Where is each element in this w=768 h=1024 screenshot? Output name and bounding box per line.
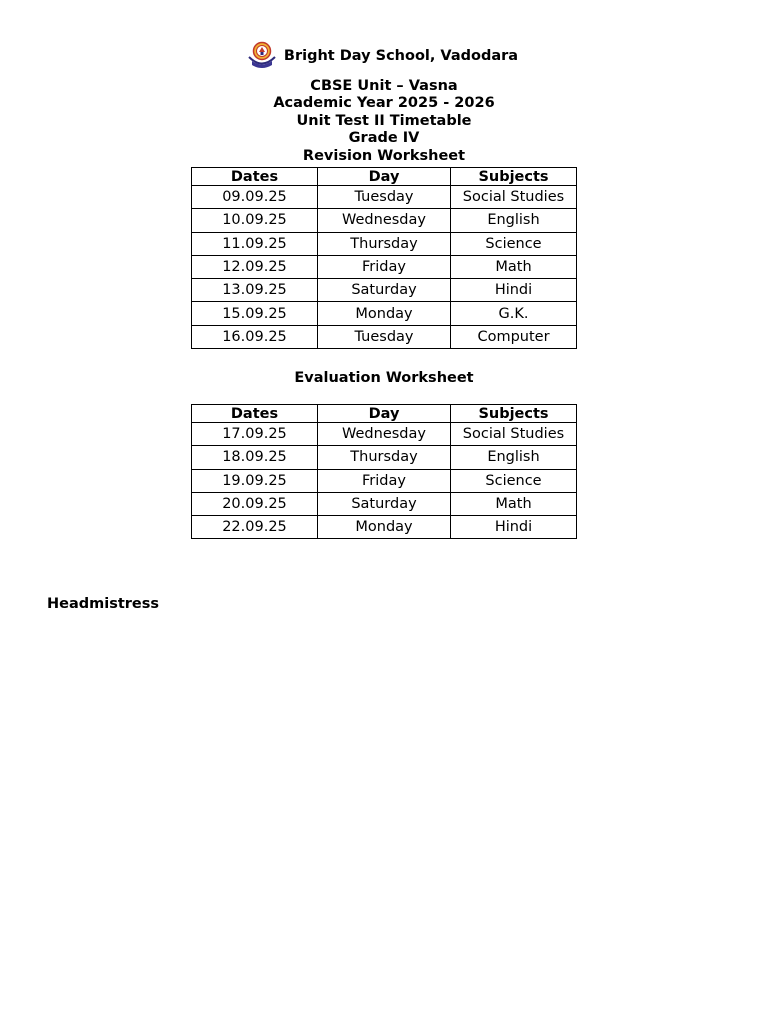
subject-cell: Social Studies [451, 423, 577, 446]
date-cell: 12.09.25 [192, 255, 318, 278]
date-cell: 09.09.25 [192, 186, 318, 209]
table-row [192, 302, 577, 325]
school-name-line [246, 42, 518, 72]
column-header-subjects: Subjects [451, 405, 577, 423]
table-row [192, 279, 577, 302]
day-cell: Thursday [318, 232, 451, 255]
date-cell: 15.09.25 [192, 302, 318, 325]
day-cell: Tuesday [318, 325, 451, 348]
academic-year: Academic Year 2025 - 2026 [273, 95, 495, 112]
table-header-row [192, 405, 577, 423]
table-row [192, 232, 577, 255]
subject-cell: Hindi [451, 279, 577, 302]
evaluation-section-title: Evaluation Worksheet [294, 370, 474, 386]
unit-name: CBSE Unit – Vasna [310, 77, 458, 94]
revision-section-title: Revision Worksheet [302, 147, 466, 164]
subject-cell: Math [451, 492, 577, 515]
school-name: Bright Day School, Vadodara [283, 48, 519, 65]
date-cell: 22.09.25 [192, 516, 318, 539]
subject-cell: English [451, 446, 577, 469]
table-header-row [192, 168, 577, 186]
date-cell: 16.09.25 [192, 325, 318, 348]
evaluation-timetable [191, 404, 577, 539]
date-cell: 11.09.25 [192, 232, 318, 255]
subject-cell: Science [451, 232, 577, 255]
revision-timetable [191, 167, 577, 349]
table-row [192, 255, 577, 278]
column-header-subjects: Subjects [451, 168, 577, 186]
day-cell: Wednesday [318, 423, 451, 446]
table-row [192, 492, 577, 515]
table-row [192, 325, 577, 348]
subject-cell: English [451, 209, 577, 232]
table-row [192, 446, 577, 469]
date-cell: 20.09.25 [192, 492, 318, 515]
table-row [192, 423, 577, 446]
subject-cell: Computer [451, 325, 577, 348]
day-cell: Saturday [318, 492, 451, 515]
column-header-day: Day [318, 168, 451, 186]
subject-cell: Science [451, 469, 577, 492]
date-cell: 19.09.25 [192, 469, 318, 492]
subject-cell: G.K. [451, 302, 577, 325]
document-header [0, 42, 768, 166]
day-cell: Tuesday [318, 186, 451, 209]
date-cell: 17.09.25 [192, 423, 318, 446]
date-cell: 13.09.25 [192, 279, 318, 302]
school-crest-icon [246, 40, 278, 70]
day-cell: Wednesday [318, 209, 451, 232]
column-header-dates: Dates [192, 168, 318, 186]
table-row [192, 516, 577, 539]
day-cell: Friday [318, 255, 451, 278]
subject-cell: Hindi [451, 516, 577, 539]
table-row [192, 209, 577, 232]
date-cell: 10.09.25 [192, 209, 318, 232]
grade-label: Grade IV [348, 130, 420, 147]
day-cell: Saturday [318, 279, 451, 302]
day-cell: Friday [318, 469, 451, 492]
subject-cell: Math [451, 255, 577, 278]
test-title: Unit Test II Timetable [296, 112, 472, 129]
day-cell: Monday [318, 516, 451, 539]
table-row [192, 469, 577, 492]
column-header-day: Day [318, 405, 451, 423]
table-row [192, 186, 577, 209]
day-cell: Thursday [318, 446, 451, 469]
column-header-dates: Dates [192, 405, 318, 423]
date-cell: 18.09.25 [192, 446, 318, 469]
subject-cell: Social Studies [451, 186, 577, 209]
headmistress-signature-label: Headmistress [47, 596, 160, 612]
day-cell: Monday [318, 302, 451, 325]
